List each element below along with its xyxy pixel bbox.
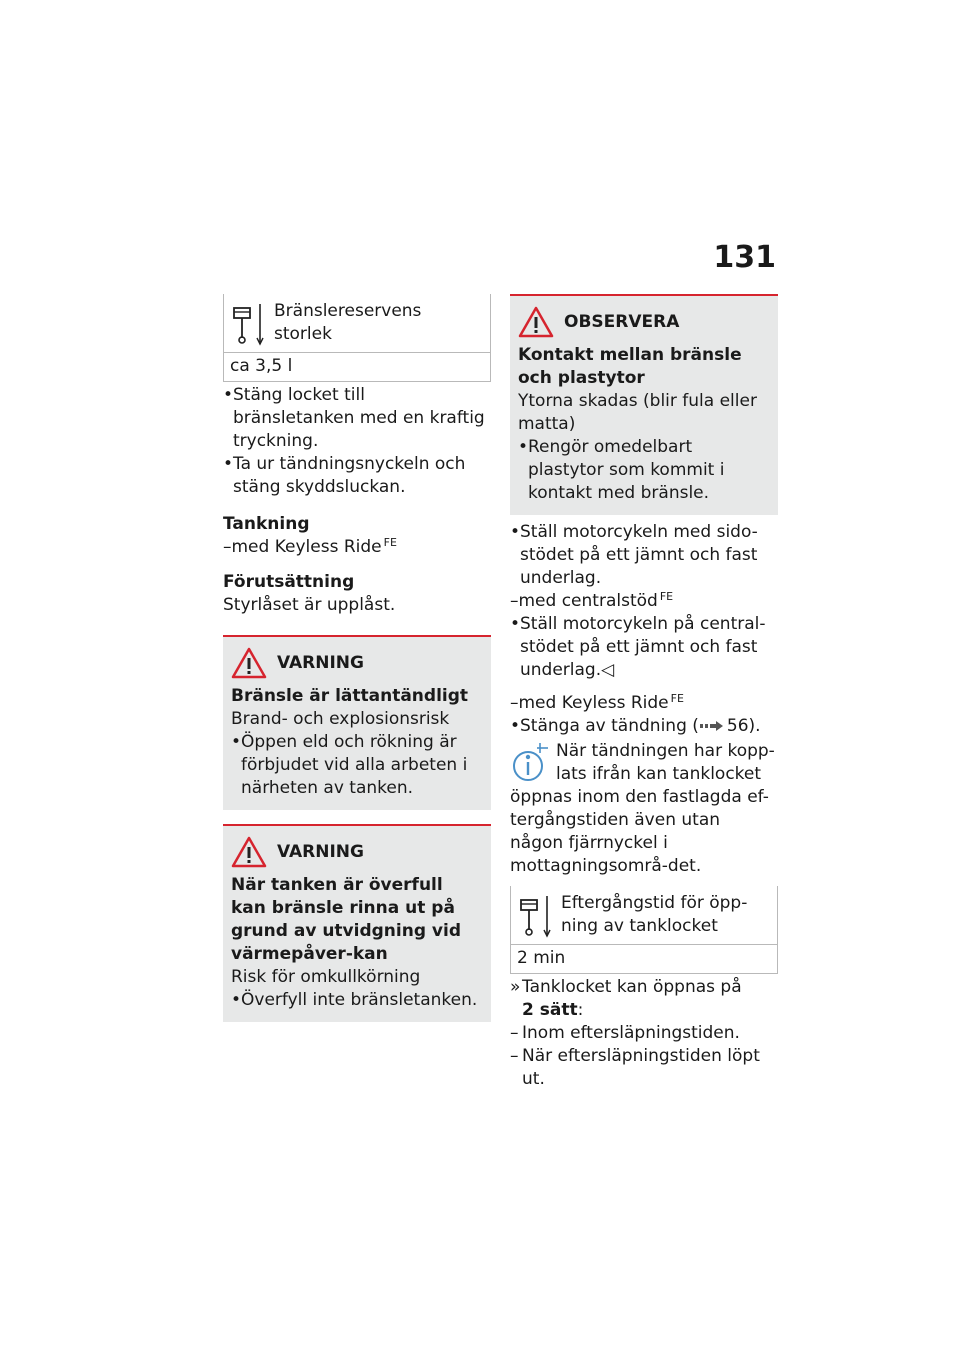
- observe-box: [510, 294, 778, 515]
- spec-table-run-on-time: [510, 886, 778, 974]
- warning-box-flammable: [223, 635, 491, 810]
- result-line: » Tanklocket kan öppnas på 2 sätt:: [510, 977, 742, 1020]
- warning-triangle-icon: [231, 836, 267, 868]
- observe-lead: Kontakt mellan bränsle och plastytor: [518, 345, 742, 388]
- list-item: – När eftersläpningstiden löpt ut.: [510, 1046, 760, 1089]
- list-item: • Ta ur tändningsnyckeln och stäng skyddsluckan.: [223, 454, 466, 497]
- list-item: • Ställ motorcykeln med sido-stödet på ett jämnt och fast underlag.: [510, 522, 758, 588]
- centralstand-condition: –med centralstöd $^{FE}$: [510, 590, 674, 611]
- spec-title: Bränslereservens storlek: [274, 301, 422, 344]
- info-note-text: När tändningen har kopp-lats ifrån kan tanklocket öppnas inom den fastlagda ef-tergångstiden även utan någon fjärrnyckel i mottagningsområ-det.: [510, 741, 775, 876]
- left-column: [223, 294, 491, 1022]
- spec-value: ca 3,5 l: [230, 356, 293, 376]
- section-heading-tankning: Tankning: [223, 514, 310, 534]
- page-number: 131: [713, 240, 776, 275]
- list-item: – Inom eftersläpningstiden.: [510, 1023, 740, 1043]
- fuel-gauge-icon: [230, 298, 268, 346]
- keyless-condition: –med Keyless Ride $^{FE}$: [223, 536, 397, 557]
- list-item: • Rengör omedelbart plastytor som kommit i kontakt med bränsle.: [518, 437, 725, 503]
- prerequisite-text: Styrlåset är upplåst.: [223, 595, 396, 615]
- warning-title: VARNING: [277, 652, 364, 673]
- warning-lead: När tanken är överfull kan bränsle rinna ut på grund av utvidgning vid värmepåver-kan: [231, 875, 461, 964]
- section-heading-forutsattning: Förutsättning: [223, 572, 355, 592]
- warning-lead: Bränsle är lättantändligt: [231, 686, 469, 706]
- spec-table-fuel-reserve: [223, 294, 491, 382]
- warning-sub: Brand- och explosionsrisk: [231, 709, 450, 729]
- info-note: [510, 740, 778, 878]
- list-item: • Stäng locket till bränsletanken med en kraftig tryckning.: [223, 385, 485, 451]
- observe-title: OBSERVERA: [564, 311, 680, 332]
- list-item: • Öppen eld och rökning är förbjudet vid alla arbeten i närheten av tanken.: [231, 732, 468, 798]
- info-icon: [510, 742, 550, 786]
- list-item: • Ställ motorcykeln på central-stödet på ett jämnt och fast underlag.◁: [510, 614, 766, 680]
- warning-title: VARNING: [277, 841, 364, 862]
- list-item: • Stänga av tändning ( 56).: [510, 716, 761, 736]
- list-item: • Överfyll inte bränsletanken.: [231, 990, 478, 1010]
- observe-sub: Ytorna skadas (blir fula eller matta): [518, 391, 757, 434]
- warning-box-overfill: [223, 824, 491, 1022]
- spec-value: 2 min: [517, 948, 566, 968]
- keyless-condition: –med Keyless Ride $^{FE}$: [510, 692, 684, 713]
- fuel-gauge-icon: [517, 890, 555, 938]
- warning-triangle-icon: [231, 647, 267, 679]
- warning-triangle-icon: [518, 306, 554, 338]
- spec-title: Eftergångstid för öpp-ning av tanklocket: [561, 893, 748, 936]
- warning-sub: Risk för omkullkörning: [231, 967, 421, 987]
- page-reference-link[interactable]: 56: [726, 716, 749, 736]
- page-reference-arrow-icon: [699, 720, 727, 732]
- right-column: [510, 294, 778, 1091]
